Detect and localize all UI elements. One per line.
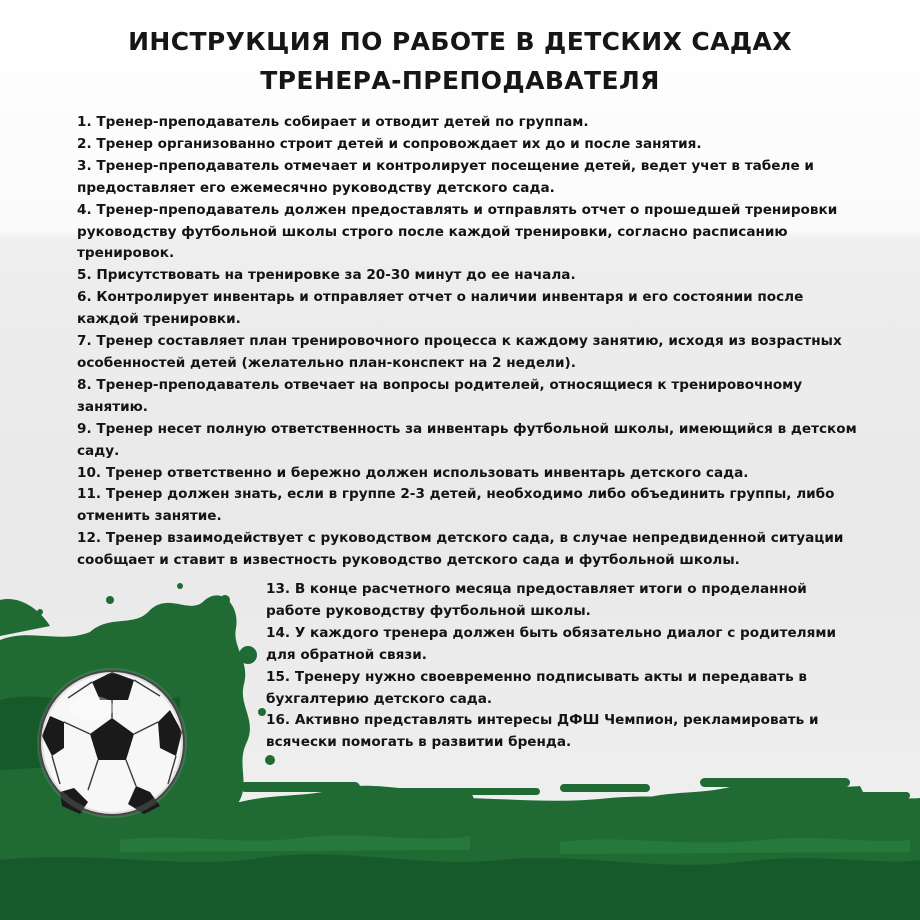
list-item: 13. В конце расчетного месяца предоставляет итоги о проделанной работе руководству футбольной школы. [266,581,807,619]
instruction-list-continued [266,579,866,754]
list-item: 5. Присутствовать на тренировке за 20-30 минут до ее начала. [77,267,576,284]
list-item: 9. Тренер несет полную ответственность за инвентарь футбольной школы, имеющийся в детском саду. [77,420,857,459]
list-item: 6. Контролирует инвентарь и отправляет отчет о наличии инвентаря и его состоянии после каждой тренировки. [77,289,804,328]
list-item: 8. Тренер-преподаватель отвечает на вопросы родителей, относящиеся к тренировочному занятию. [77,376,803,415]
list-item: 14. У каждого тренера должен быть обязательно диалог с родителями для обратной связи. [266,624,836,663]
list-item: 15. Тренеру нужно своевременно подписывать акты и передавать в бухгалтерию детского сада. [266,668,807,707]
title-line-2: ТРЕНЕРА-ПРЕПОДАВАТЕЛЯ [260,66,660,95]
list-item: 4. Тренер-преподаватель должен предоставлять и отправлять отчет о прошедшей тренировки руководству футбольной школы строго после каждой тренировки, согласно расписанию тренировок. [77,201,838,262]
list-item: 10. Тренер ответственно и бережно должен использовать инвентарь детского сада. [77,464,749,481]
list-item: 11. Тренер должен знать, если в группе 2-3 детей, необходимо либо объединить группы, либо отменить занятие. [77,486,835,525]
list-item: 1. Тренер-преподаватель собирает и отводит детей по группам. [77,114,589,130]
list-item: 7. Тренер составляет план тренировочного процесса к каждому занятию, исходя из возрастных особенностей детей (желательно план-конспект на 2 недели). [77,333,842,371]
list-item: 2. Тренер организованно строит детей и сопровождает их до и после занятия. [77,135,702,152]
instruction-list [77,112,857,572]
list-item: 16. Активно представлять интересы ДФШ Чемпион, рекламировать и всячески помогать в развитии бренда. [266,712,819,751]
green-splash-left [0,583,275,820]
soccer-ball-icon [40,671,184,815]
list-item: 12. Тренер взаимодействует с руководством детского сада, в случае непредвиденной ситуации сообщает и ставит в известность руководство детского сада и футбольной школы. [77,530,844,569]
page-title [0,22,920,100]
title-line-1: ИНСТРУКЦИЯ ПО РАБОТЕ В ДЕТСКИХ САДАХ [128,27,792,56]
list-item: 3. Тренер-преподаватель отмечает и контролирует посещение детей, ведет учет в табеле и предоставляет его ежемесячно руководству детского сада. [77,157,814,196]
green-splash-bottom [0,778,920,920]
